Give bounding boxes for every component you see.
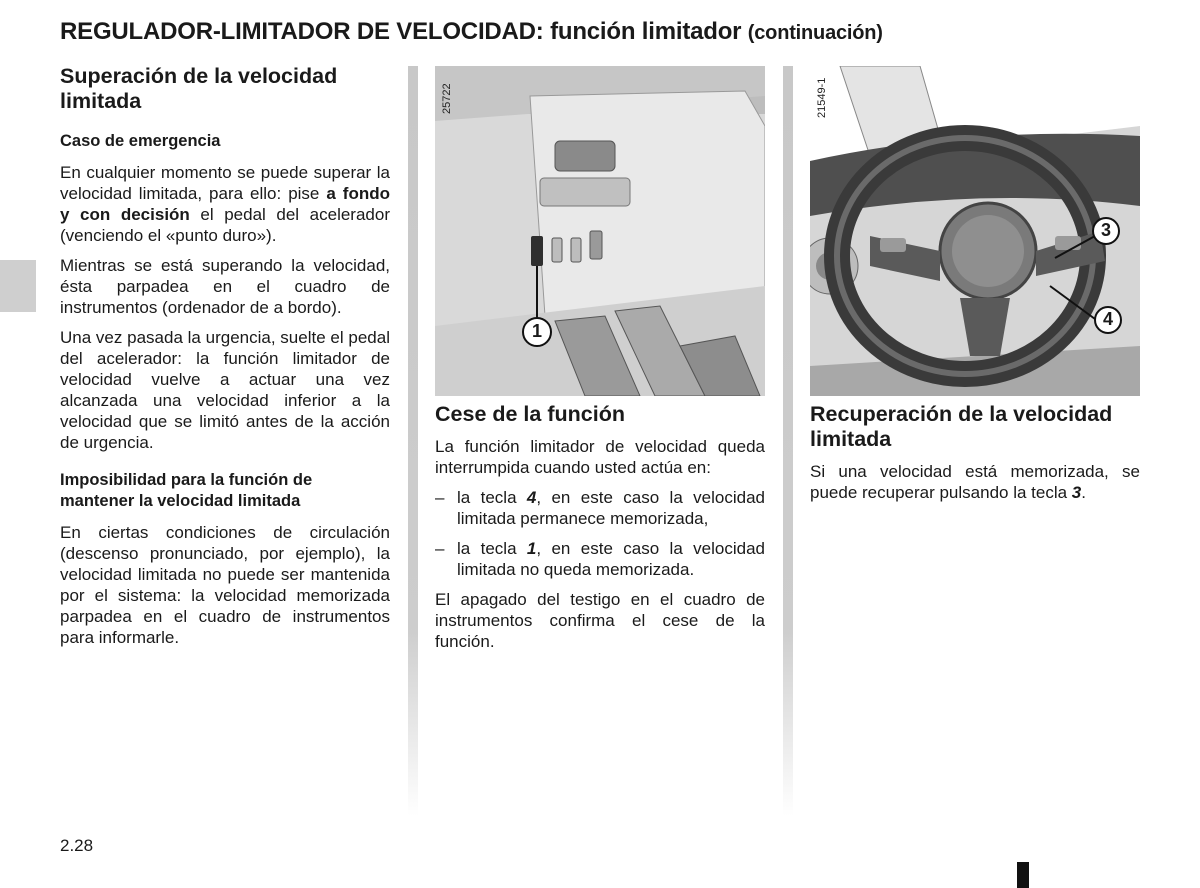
figure-steering-wheel: [810, 66, 1140, 396]
paragraph-overspeed: Mientras se está superando la velocidad, ésta parpadea en el cuadro de instrumentos (ordenador de a bordo).: [60, 256, 390, 317]
pedal-illustration: [435, 66, 765, 396]
list-item: – la tecla 1, en este caso la velocidad limitada no queda memorizada.: [435, 539, 765, 579]
right-column: [810, 402, 1140, 503]
page-title: [60, 18, 883, 46]
page-title-suffix: (continuación): [747, 22, 883, 44]
middle-column: [435, 402, 765, 652]
page-number: 2.28: [60, 836, 94, 855]
paragraph-emergency: En cualquier momento se puede superar la velocidad limitada, para ello: pise a fondo y con decisión el pedal del acelerador (venciendo el «punto duro»).: [60, 163, 390, 245]
paragraph-cese-intro: La función limitador de velocidad queda interrumpida cuando usted actúa en:: [435, 437, 765, 477]
figure-code-21549-1: 21549-1: [816, 77, 828, 118]
page-corner-mark: [1017, 862, 1029, 888]
list-item: – la tecla 4, en este caso la velocidad limitada permanece memorizada,: [435, 488, 765, 528]
subheading-emergency: Caso de emergencia: [60, 132, 221, 150]
paragraph-after-urgency: Una vez pasada la urgencia, suelte el pedal del acelerador: la función limitador de velocidad vuelve a actuar una vez alcanzada una velocidad inferior a la velocidad que se limitó antes de la acción de urgencia.: [60, 328, 390, 452]
figure-code-25722: 25722: [441, 83, 453, 114]
left-column: [60, 64, 390, 648]
steering-wheel-illustration: [810, 66, 1140, 396]
callout-4: 4: [1102, 309, 1113, 329]
paragraph-recuperacion: Si una velocidad está memorizada, se puede recuperar pulsando la tecla 3.: [810, 462, 1140, 502]
subheading-impossibility: Imposibilidad para la función de mantener la velocidad limitada: [60, 471, 313, 510]
figure-pedals: [435, 66, 765, 396]
column-separator-right: [783, 66, 793, 816]
paragraph-impossibility: En ciertas condiciones de circulación (descenso pronunciado, por ejemplo), la velocidad limitada no puede ser mantenida por el sistema: la velocidad memorizada parpadea en el cuadro de instrumentos para informarle.: [60, 523, 390, 647]
callout-1: 1: [531, 321, 542, 341]
paragraph-testigo: El apagado del testigo en el cuadro de instrumentos confirma el cese de la función.: [435, 590, 765, 651]
page-title-main: REGULADOR-LIMITADOR DE VELOCIDAD: función limitador: [60, 18, 742, 45]
chapter-tab: [0, 260, 36, 312]
section-heading-superacion: Superación de la velocidad limitada: [60, 64, 338, 113]
section-heading-cese: Cese de la función: [435, 402, 625, 426]
column-separator-left: [408, 66, 418, 816]
section-heading-recuperacion: Recuperación de la velocidad limitada: [810, 402, 1113, 451]
callout-3: 3: [1100, 220, 1111, 240]
